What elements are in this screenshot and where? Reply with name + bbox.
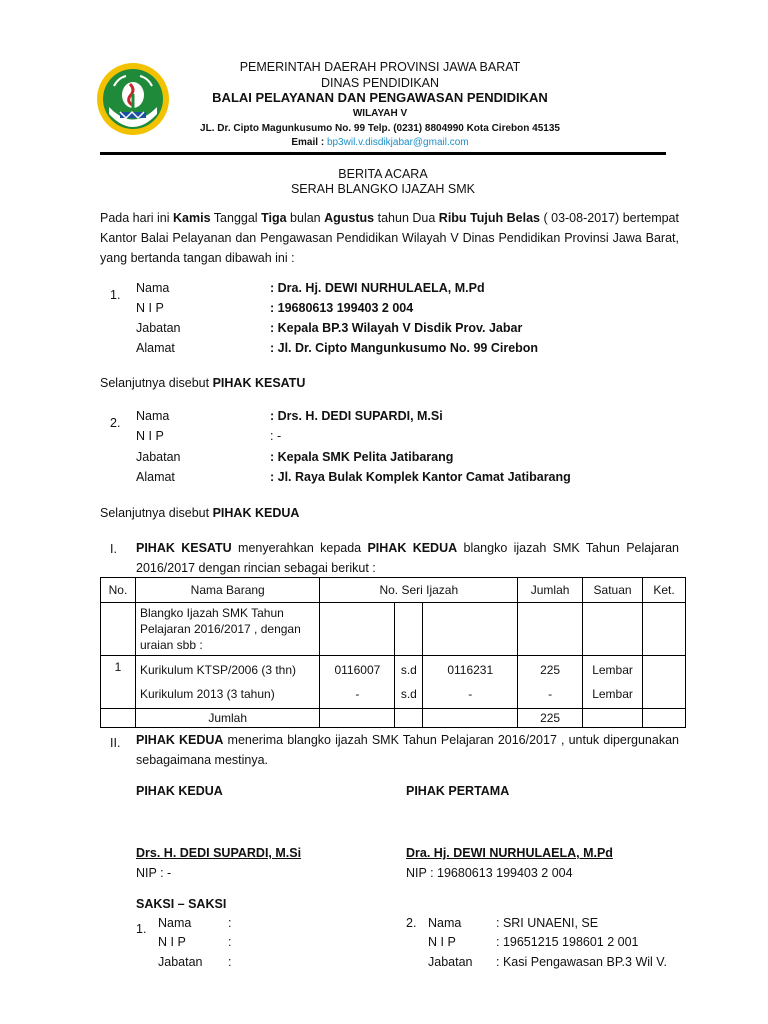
header-item: Nama Barang (135, 578, 319, 603)
serial-sd-ktsp: s.d (400, 663, 417, 677)
header-divider (100, 152, 666, 155)
witness1-nip-label: N I P (158, 935, 186, 949)
header-office: BALAI PELAYANAN DAN PENGAWASAN PENDIDIKAN (212, 90, 548, 105)
witness2-number: 2. (406, 916, 417, 930)
email-label: Email : (291, 137, 327, 148)
party1-position-value: : Kepala BP.3 Wilayah V Disdik Prov. Jabar (270, 321, 523, 335)
clause1-number: I. (110, 542, 117, 556)
witness2-name-value: : SRI UNAENI, SE (496, 916, 599, 930)
party2-position-label: Jabatan (136, 450, 181, 464)
witness2-nip-value: : 19651215 198601 2 001 (496, 935, 639, 949)
signature-right-nip: NIP : 19680613 199403 2 004 (406, 866, 573, 880)
witness1-nip-value: : (228, 935, 232, 949)
unit-k13: Lembar (592, 687, 633, 701)
party2-nip-label: N I P (136, 429, 164, 443)
row-number: 1 (101, 656, 136, 709)
witness1-position-label: Jabatan (158, 955, 203, 969)
document-subtitle: SERAH BLANGKO IJAZAH SMK (290, 182, 476, 196)
item-ktsp: Kurikulum KTSP/2006 (3 thn) (139, 663, 297, 677)
intro-day: Kamis (173, 211, 211, 225)
header-no: No. (101, 578, 136, 603)
witness1-position-value: : (228, 955, 232, 969)
party1-designation: Selanjutnya disebut PIHAK KESATU (100, 376, 306, 390)
party2-address-label: Alamat (136, 470, 175, 484)
witness1-number: 1. (136, 922, 147, 936)
table-row (101, 656, 686, 709)
header-department: DINAS PENDIDIKAN (320, 76, 440, 90)
intro-date: Tiga (261, 211, 287, 225)
header-serial: No. Seri Ijazah (320, 578, 518, 603)
clause2-number: II. (110, 736, 121, 750)
serial-to-k13: - (468, 687, 473, 701)
witnesses-title: SAKSI – SAKSI (136, 897, 227, 911)
party1-nip-label: N I P (136, 301, 164, 315)
party2-position-value: : Kepala SMK Pelita Jatibarang (270, 450, 454, 464)
witness2-name-label: Nama (428, 916, 462, 930)
party1-name-value: : Dra. Hj. DEWI NURHULAELA, M.Pd (270, 281, 485, 295)
party2-number: 2. (110, 416, 121, 430)
party1-number: 1. (110, 288, 121, 302)
header-qty: Jumlah (518, 578, 583, 603)
total-qty: 225 (518, 709, 583, 728)
header-note: Ket. (643, 578, 686, 603)
total-label: Jumlah (135, 709, 319, 728)
qty-ktsp: 225 (540, 663, 561, 677)
serial-to-ktsp: 0116231 (447, 663, 494, 677)
signature-left-name: Drs. H. DEDI SUPARDI, M.Si (136, 846, 302, 860)
party2-designation: Selanjutnya disebut PIHAK KEDUA (100, 506, 300, 520)
serial-from-k13: - (355, 687, 360, 701)
signature-left-title: PIHAK KEDUA (136, 784, 223, 798)
header-government: PEMERINTAH DAERAH PROVINSI JAWA BARAT (239, 60, 521, 74)
unit-ktsp: Lembar (592, 663, 633, 677)
document-title: BERITA ACARA (338, 167, 428, 181)
party1-address-label: Alamat (136, 341, 175, 355)
west-java-emblem-logo (96, 62, 170, 136)
witness2-nip-label: N I P (428, 935, 456, 949)
serial-from-ktsp: 0116007 (334, 663, 381, 677)
signature-left-nip: NIP : - (136, 866, 172, 880)
party2-name-value: : Drs. H. DEDI SUPARDI, M.Si (270, 409, 443, 423)
clause2-text: PIHAK KEDUA menerima blangko ijazah SMK Tahun Pelajaran 2016/2017 , untuk dipergunakan sebagaimana mestinya. (136, 733, 679, 767)
header-address: JL. Dr. Cipto Magunkusumo No. 99 Telp. (0231) 8804990 Kota Cirebon 45135 (200, 123, 560, 134)
intro-year: Ribu Tujuh Belas (438, 211, 540, 225)
intro-paragraph: Pada hari ini Kamis Tanggal Tiga bulan Agustus tahun Dua Ribu Tujuh Belas ( 03-08-2017) bertempat Kantor Balai Pelayanan dan Pengawasan Pendidikan Wilayah V Dinas Pendidikan Provinsi Jawa Barat, yang bertanda tangan dibawah ini : (100, 211, 679, 265)
party2-address-value: : Jl. Raya Bulak Komplek Kantor Camat Jatibarang (270, 470, 571, 484)
party2-name-label: Nama (136, 409, 170, 423)
header-email (180, 137, 580, 148)
party1-name-label: Nama (136, 281, 170, 295)
table-row (101, 603, 686, 656)
witness2-position-value: : Kasi Pengawasan BP.3 Wil V. (496, 955, 667, 969)
signature-right-title: PIHAK PERTAMA (406, 784, 510, 798)
clause1-text: PIHAK KESATU menyerahkan kepada PIHAK KEDUA blangko ijazah SMK Tahun Pelajaran 2016/2017 dengan rincian sebagai berikut : (136, 541, 680, 575)
table-header-row (101, 578, 686, 603)
qty-k13: - (548, 687, 553, 701)
party1-address-value: : Jl. Dr. Cipto Mangunkusumo No. 99 Cirebon (270, 341, 539, 355)
header-unit: Satuan (583, 578, 643, 603)
header-region: WILAYAH V (352, 108, 408, 119)
email-link[interactable]: bp3wil.v.disdikjabar@gmail.com (326, 137, 469, 148)
serial-sd-k13: s.d (400, 687, 417, 701)
party1-nip-value: : 19680613 199403 2 004 (270, 301, 414, 315)
item-k13: Kurikulum 2013 (3 tahun) (139, 687, 275, 701)
signature-right-name: Dra. Hj. DEWI NURHULAELA, M.Pd (406, 846, 613, 860)
witness1-name-value: : (228, 916, 232, 930)
items-table (100, 577, 686, 728)
table-total-row (101, 709, 686, 728)
intro-item-cell: Blangko Ijazah SMK Tahun Pelajaran 2016/2017 , dengan uraian sbb : (135, 603, 319, 656)
witness1-name-label: Nama (158, 916, 192, 930)
intro-month: Agustus (324, 211, 375, 225)
party2-nip-value: : - (270, 429, 282, 443)
party1-position-label: Jabatan (136, 321, 181, 335)
witness2-position-label: Jabatan (428, 955, 473, 969)
